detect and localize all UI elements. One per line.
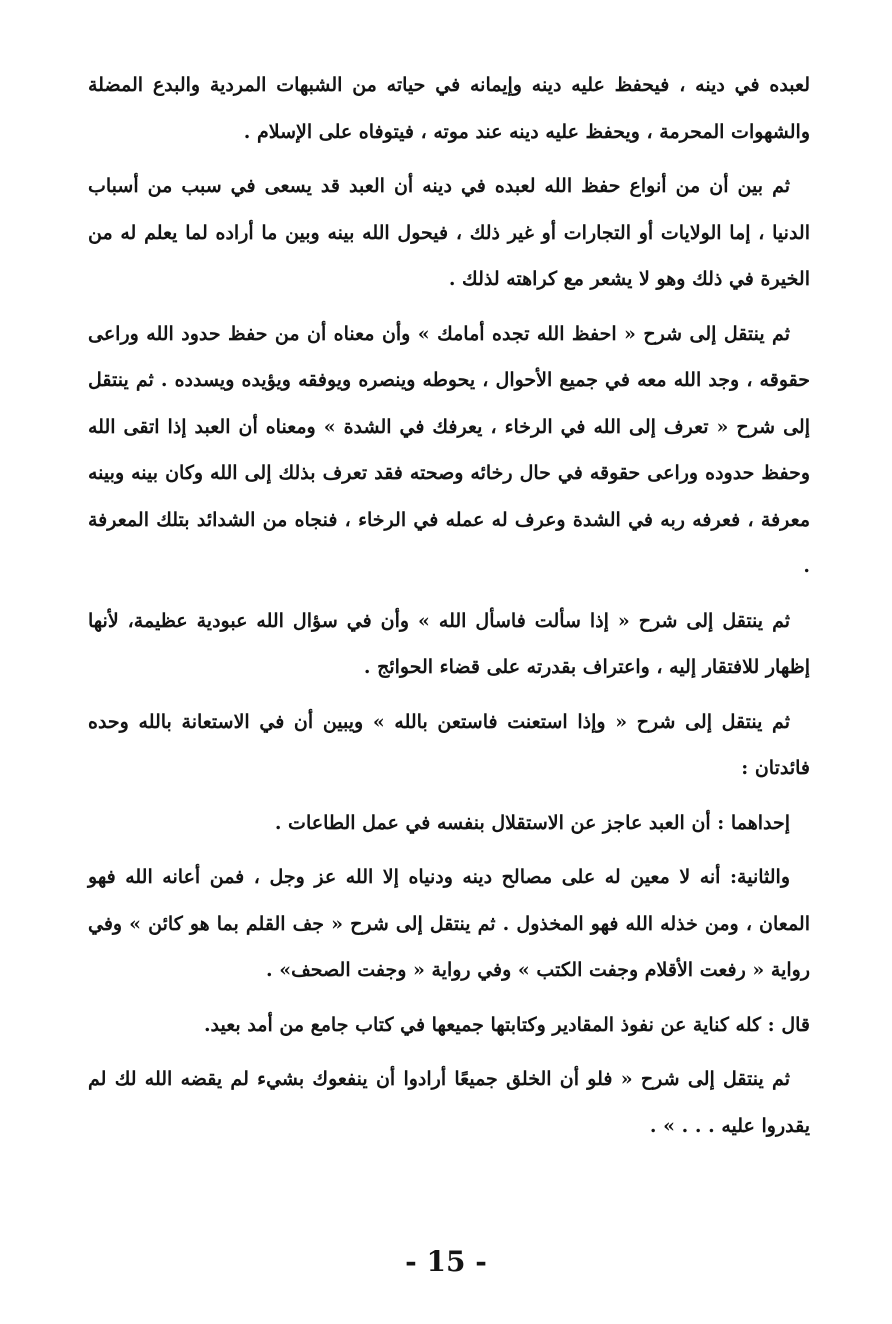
paragraph-9: ثم ينتقل إلى شرح « فلو أن الخلق جميعًا أرادوا أن ينفعوك بشيء لم يقضه الله لك لم يقدروا عليه . . . » . [88, 1068, 810, 1137]
paragraph-1: لعبده في دينه ، فيحفظ عليه دينه وإيمانه في حياته من الشبهات المردية والبدع المضلة والشهوات المحرمة ، ويحفظ عليه دينه عند موته ، فيتوفاه على الإسلام . [88, 74, 810, 143]
paragraph-2: ثم بين أن من أنواع حفظ الله لعبده في دينه أن العبد قد يسعى في سبب من أسباب الدنيا ، إما الولايات أو التجارات أو غير ذلك ، فيحول الله بينه وبين ما أراده لما يعلم له من الخيرة في ذلك وهو لا يشعر مع كراهته لذلك . [88, 175, 810, 290]
paragraph-6: إحداهما : أن العبد عاجز عن الاستقلال بنفسه في عمل الطاعات . [274, 811, 790, 834]
paragraph-3: ثم ينتقل إلى شرح « احفظ الله تجده أمامك » وأن معناه أن من حفظ حدود الله وراعى حقوقه ، وجد الله معه في جميع الأحوال ، يحوطه وينصره ويوفقه ويؤيده ويسدده . ثم ينتقل إلى شرح « تعرف إلى الله في الرخاء ، يعرفك في الشدة » ومعناه أن العبد إذا اتقى الله وحفظ حدوده وراعى حقوقه في حال رخائه وصحته فقد تعرف بذلك إلى الله وكان بينه وبينه معرفة ، فعرفه ربه في الشدة وعرف له عمله في الرخاء ، فنجاه من الشدائد بتلك المعرفة . [88, 322, 810, 577]
paragraph-5: ثم ينتقل إلى شرح « وإذا استعنت فاستعن بالله » ويبين أن في الاستعانة بالله وحده فائدتان : [88, 710, 810, 779]
paragraph-8: قال : كله كناية عن نفوذ المقادير وكتابتها جميعها في كتاب جامع من أمد بعيد. [203, 1013, 810, 1036]
page-number: - 15 - [405, 1245, 487, 1278]
paragraph-4: ثم ينتقل إلى شرح « إذا سألت فاسأل الله » وأن في سؤال الله عبودية عظيمة، لأنها إظهار للافتقار إليه ، واعتراف بقدرته على قضاء الحوائج . [88, 609, 810, 678]
page-body [88, 62, 810, 1157]
paragraph-7: والثانية: أنه لا معين له على مصالح دينه ودنياه إلا الله عز وجل ، فمن أعانه الله فهو المعان ، ومن خذله الله فهو المخذول . ثم ينتقل إلى شرح « جف القلم بما هو كائن » وفي رواية « رفعت الأقلام وجفت الكتب » وفي رواية « وجفت الصحف» . [88, 866, 810, 981]
